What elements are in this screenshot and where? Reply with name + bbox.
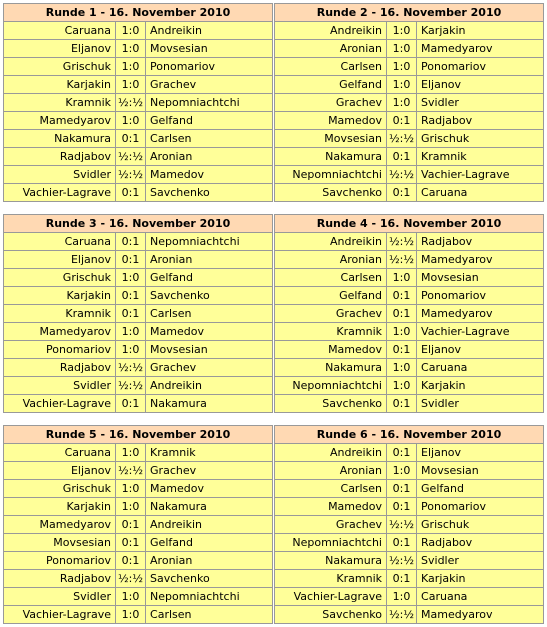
black-player: Movsesian: [417, 462, 544, 480]
white-player: Svidler: [4, 166, 116, 184]
game-result: ½:½: [116, 359, 146, 377]
white-player: Mamedyarov: [4, 516, 116, 534]
white-player: Mamedyarov: [4, 323, 116, 341]
white-player: Nepomniachtchi: [275, 166, 387, 184]
black-player: Ponomariov: [146, 58, 273, 76]
black-player: Ponomariov: [417, 498, 544, 516]
game-result: 0:1: [116, 184, 146, 202]
white-player: Karjakin: [4, 76, 116, 94]
game-result: 0:1: [116, 552, 146, 570]
game-row: [275, 94, 544, 112]
game-result: 1:0: [116, 269, 146, 287]
game-row: [275, 112, 544, 130]
round-table-6: [274, 425, 544, 624]
white-player: Carlsen: [275, 480, 387, 498]
game-result: 1:0: [116, 40, 146, 58]
game-row: [275, 184, 544, 202]
game-row: [275, 251, 544, 269]
game-result: ½:½: [116, 570, 146, 588]
game-row: [4, 287, 273, 305]
black-player: Nakamura: [146, 395, 273, 413]
black-player: Mamedyarov: [417, 606, 544, 624]
round-title: Runde 5 - 16. November 2010: [4, 426, 273, 444]
white-player: Movsesian: [4, 534, 116, 552]
game-row: [275, 323, 544, 341]
white-player: Caruana: [4, 233, 116, 251]
black-player: Ponomariov: [417, 287, 544, 305]
white-player: Nepomniachtchi: [275, 534, 387, 552]
black-player: Eljanov: [417, 76, 544, 94]
game-result: 1:0: [387, 323, 417, 341]
black-player: Karjakin: [417, 570, 544, 588]
white-player: Nakamura: [275, 359, 387, 377]
white-player: Andreikin: [275, 22, 387, 40]
game-row: [4, 377, 273, 395]
white-player: Svidler: [4, 588, 116, 606]
black-player: Radjabov: [417, 112, 544, 130]
game-result: 0:1: [387, 570, 417, 588]
white-player: Grischuk: [4, 480, 116, 498]
game-row: [4, 40, 273, 58]
game-row: [4, 588, 273, 606]
black-player: Movsesian: [417, 269, 544, 287]
game-row: [4, 359, 273, 377]
game-result: 1:0: [387, 76, 417, 94]
black-player: Aronian: [146, 552, 273, 570]
game-row: [4, 516, 273, 534]
game-result: 0:1: [116, 130, 146, 148]
game-result: 1:0: [116, 606, 146, 624]
round-table-1: [3, 3, 273, 202]
black-player: Mamedyarov: [417, 40, 544, 58]
white-player: Vachier-Lagrave: [275, 588, 387, 606]
game-row: [275, 22, 544, 40]
game-result: 1:0: [387, 269, 417, 287]
game-result: 1:0: [387, 22, 417, 40]
round-table-4: [274, 214, 544, 413]
white-player: Mamedyarov: [4, 112, 116, 130]
white-player: Nakamura: [4, 130, 116, 148]
black-player: Nepomniachtchi: [146, 233, 273, 251]
white-player: Nepomniachtchi: [275, 377, 387, 395]
black-player: Andreikin: [146, 516, 273, 534]
game-row: [275, 395, 544, 413]
game-result: ½:½: [387, 233, 417, 251]
white-player: Karjakin: [4, 498, 116, 516]
game-row: [275, 148, 544, 166]
white-player: Radjabov: [4, 359, 116, 377]
game-row: [275, 552, 544, 570]
game-row: [275, 269, 544, 287]
game-result: 1:0: [387, 58, 417, 76]
game-result: 1:0: [387, 94, 417, 112]
white-player: Radjabov: [4, 148, 116, 166]
white-player: Grischuk: [4, 58, 116, 76]
game-result: 0:1: [387, 112, 417, 130]
game-result: ½:½: [387, 606, 417, 624]
game-result: 1:0: [116, 588, 146, 606]
white-player: Mamedov: [275, 498, 387, 516]
game-result: 1:0: [116, 480, 146, 498]
white-player: Nakamura: [275, 148, 387, 166]
game-result: 0:1: [116, 534, 146, 552]
game-row: [275, 534, 544, 552]
black-player: Savchenko: [146, 184, 273, 202]
game-row: [4, 606, 273, 624]
game-row: [275, 40, 544, 58]
game-result: 1:0: [116, 323, 146, 341]
game-result: 0:1: [387, 534, 417, 552]
game-result: ½:½: [116, 166, 146, 184]
game-row: [4, 534, 273, 552]
game-result: ½:½: [116, 94, 146, 112]
game-result: 0:1: [116, 287, 146, 305]
game-result: 0:1: [387, 287, 417, 305]
game-row: [4, 166, 273, 184]
game-row: [275, 341, 544, 359]
black-player: Grachev: [146, 76, 273, 94]
game-result: 0:1: [387, 184, 417, 202]
white-player: Andreikin: [275, 233, 387, 251]
game-result: 1:0: [387, 40, 417, 58]
game-row: [4, 112, 273, 130]
game-row: [275, 588, 544, 606]
game-result: 1:0: [116, 76, 146, 94]
white-player: Savchenko: [275, 184, 387, 202]
white-player: Kramnik: [275, 570, 387, 588]
game-result: 1:0: [116, 341, 146, 359]
white-player: Grachev: [275, 516, 387, 534]
black-player: Eljanov: [417, 444, 544, 462]
black-player: Nepomniachtchi: [146, 94, 273, 112]
round-title: Runde 3 - 16. November 2010: [4, 215, 273, 233]
white-player: Grachev: [275, 94, 387, 112]
game-row: [4, 22, 273, 40]
black-player: Vachier-Lagrave: [417, 323, 544, 341]
black-player: Movsesian: [146, 40, 273, 58]
game-result: ½:½: [116, 377, 146, 395]
white-player: Vachier-Lagrave: [4, 184, 116, 202]
black-player: Caruana: [417, 184, 544, 202]
game-row: [4, 269, 273, 287]
black-player: Gelfand: [146, 112, 273, 130]
game-result: 0:1: [116, 395, 146, 413]
black-player: Nepomniachtchi: [146, 588, 273, 606]
black-player: Radjabov: [417, 233, 544, 251]
white-player: Eljanov: [4, 251, 116, 269]
white-player: Kramnik: [275, 323, 387, 341]
round-table-5: [3, 425, 273, 624]
black-player: Svidler: [417, 552, 544, 570]
game-row: [4, 395, 273, 413]
black-player: Nakamura: [146, 498, 273, 516]
black-player: Ponomariov: [417, 58, 544, 76]
white-player: Eljanov: [4, 462, 116, 480]
black-player: Radjabov: [417, 534, 544, 552]
game-row: [4, 552, 273, 570]
game-row: [4, 480, 273, 498]
game-row: [275, 359, 544, 377]
game-result: 0:1: [387, 341, 417, 359]
round-table-2: [274, 3, 544, 202]
game-row: [4, 184, 273, 202]
black-player: Svidler: [417, 395, 544, 413]
game-row: [275, 444, 544, 462]
black-player: Grachev: [146, 359, 273, 377]
game-row: [275, 58, 544, 76]
game-row: [275, 130, 544, 148]
game-result: 0:1: [387, 498, 417, 516]
game-result: 1:0: [116, 112, 146, 130]
game-result: 1:0: [387, 359, 417, 377]
game-row: [275, 498, 544, 516]
white-player: Mamedov: [275, 341, 387, 359]
black-player: Carlsen: [146, 130, 273, 148]
white-player: Grachev: [275, 305, 387, 323]
game-result: ½:½: [387, 166, 417, 184]
game-result: ½:½: [116, 462, 146, 480]
black-player: Kramnik: [417, 148, 544, 166]
game-result: ½:½: [387, 251, 417, 269]
white-player: Grischuk: [4, 269, 116, 287]
game-row: [275, 166, 544, 184]
black-player: Movsesian: [146, 341, 273, 359]
white-player: Svidler: [4, 377, 116, 395]
game-result: 0:1: [116, 233, 146, 251]
game-result: ½:½: [116, 148, 146, 166]
black-player: Grachev: [146, 462, 273, 480]
black-player: Mamedov: [146, 323, 273, 341]
black-player: Aronian: [146, 251, 273, 269]
game-row: [275, 480, 544, 498]
white-player: Andreikin: [275, 444, 387, 462]
white-player: Gelfand: [275, 76, 387, 94]
white-player: Aronian: [275, 462, 387, 480]
white-player: Eljanov: [4, 40, 116, 58]
game-result: 1:0: [116, 58, 146, 76]
game-row: [4, 341, 273, 359]
black-player: Eljanov: [417, 341, 544, 359]
game-result: 1:0: [387, 588, 417, 606]
game-row: [4, 130, 273, 148]
game-result: 1:0: [116, 444, 146, 462]
game-row: [4, 323, 273, 341]
game-row: [275, 377, 544, 395]
round-title: Runde 2 - 16. November 2010: [275, 4, 544, 22]
round-title: Runde 4 - 16. November 2010: [275, 215, 544, 233]
game-row: [4, 148, 273, 166]
game-result: 0:1: [116, 251, 146, 269]
white-player: Nakamura: [275, 552, 387, 570]
game-row: [275, 233, 544, 251]
white-player: Carlsen: [275, 58, 387, 76]
black-player: Grischuk: [417, 130, 544, 148]
game-row: [275, 516, 544, 534]
game-row: [275, 76, 544, 94]
game-result: 0:1: [387, 305, 417, 323]
game-result: 0:1: [387, 444, 417, 462]
black-player: Grischuk: [417, 516, 544, 534]
game-row: [4, 305, 273, 323]
game-row: [275, 606, 544, 624]
round-title: Runde 1 - 16. November 2010: [4, 4, 273, 22]
black-player: Savchenko: [146, 570, 273, 588]
black-player: Karjakin: [417, 377, 544, 395]
white-player: Mamedov: [275, 112, 387, 130]
game-result: ½:½: [387, 552, 417, 570]
round-table-3: [3, 214, 273, 413]
white-player: Savchenko: [275, 606, 387, 624]
black-player: Caruana: [417, 588, 544, 606]
black-player: Vachier-Lagrave: [417, 166, 544, 184]
game-result: ½:½: [387, 516, 417, 534]
white-player: Movsesian: [275, 130, 387, 148]
black-player: Kramnik: [146, 444, 273, 462]
game-result: 1:0: [116, 22, 146, 40]
black-player: Andreikin: [146, 22, 273, 40]
black-player: Savchenko: [146, 287, 273, 305]
game-result: 1:0: [387, 462, 417, 480]
white-player: Caruana: [4, 444, 116, 462]
game-row: [275, 305, 544, 323]
black-player: Gelfand: [146, 534, 273, 552]
white-player: Aronian: [275, 251, 387, 269]
black-player: Mamedyarov: [417, 305, 544, 323]
white-player: Kramnik: [4, 305, 116, 323]
white-player: Radjabov: [4, 570, 116, 588]
game-row: [4, 76, 273, 94]
black-player: Gelfand: [417, 480, 544, 498]
white-player: Kramnik: [4, 94, 116, 112]
game-row: [4, 498, 273, 516]
black-player: Gelfand: [146, 269, 273, 287]
white-player: Gelfand: [275, 287, 387, 305]
round-title: Runde 6 - 16. November 2010: [275, 426, 544, 444]
game-row: [275, 287, 544, 305]
game-result: 0:1: [116, 516, 146, 534]
black-player: Mamedov: [146, 166, 273, 184]
white-player: Vachier-Lagrave: [4, 395, 116, 413]
game-row: [275, 570, 544, 588]
black-player: Andreikin: [146, 377, 273, 395]
black-player: Carlsen: [146, 606, 273, 624]
game-result: 0:1: [387, 395, 417, 413]
black-player: Mamedov: [146, 480, 273, 498]
game-row: [4, 444, 273, 462]
game-row: [4, 58, 273, 76]
white-player: Carlsen: [275, 269, 387, 287]
game-row: [4, 462, 273, 480]
black-player: Aronian: [146, 148, 273, 166]
game-result: 0:1: [116, 305, 146, 323]
game-row: [275, 462, 544, 480]
white-player: Karjakin: [4, 287, 116, 305]
white-player: Caruana: [4, 22, 116, 40]
white-player: Ponomariov: [4, 341, 116, 359]
game-row: [4, 251, 273, 269]
white-player: Savchenko: [275, 395, 387, 413]
black-player: Caruana: [417, 359, 544, 377]
game-row: [4, 570, 273, 588]
game-result: 1:0: [116, 498, 146, 516]
black-player: Karjakin: [417, 22, 544, 40]
game-result: ½:½: [387, 130, 417, 148]
black-player: Mamedyarov: [417, 251, 544, 269]
white-player: Ponomariov: [4, 552, 116, 570]
game-row: [4, 94, 273, 112]
game-result: 1:0: [387, 377, 417, 395]
game-row: [4, 233, 273, 251]
game-result: 0:1: [387, 148, 417, 166]
white-player: Vachier-Lagrave: [4, 606, 116, 624]
black-player: Svidler: [417, 94, 544, 112]
game-result: 0:1: [387, 480, 417, 498]
black-player: Carlsen: [146, 305, 273, 323]
white-player: Aronian: [275, 40, 387, 58]
